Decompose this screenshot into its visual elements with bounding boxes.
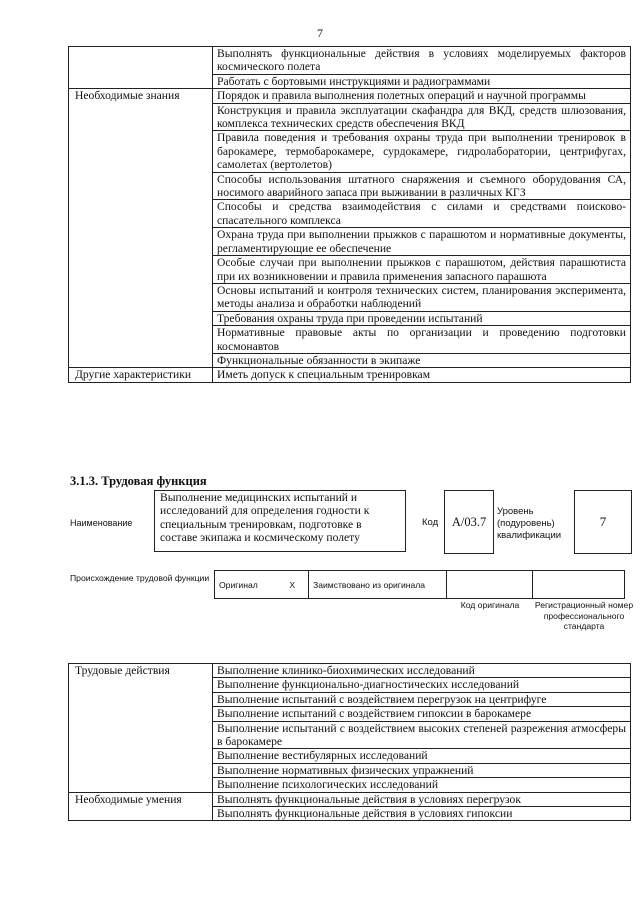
row-label: Необходимые умения <box>69 792 213 821</box>
requirements-table-1 <box>68 46 631 383</box>
table-cell: Требования охраны труда при проведении испытаний <box>213 311 631 325</box>
function-name-box: Выполнение медицинских испытаний и исследований для определения годности к специальным тренировкам, подготовке в составе экипажа и космическому полету <box>154 490 406 552</box>
table-cell: Выполнение вестибулярных исследований <box>213 749 631 763</box>
origin-original: Оригинал <box>215 571 277 599</box>
origin-table <box>214 570 625 599</box>
origin-code-cell <box>447 571 533 599</box>
table-row <box>69 89 631 103</box>
level-label: Уровень (подуровень) квалификации <box>497 506 562 541</box>
table-cell: Выполнение испытаний с воздействием высоких степеней разрежения атмосферы в барокамере <box>213 721 631 749</box>
row-label: Необходимые знания <box>69 89 213 368</box>
name-label: Наименование <box>70 518 133 528</box>
origin-reg-cell <box>533 571 625 599</box>
table-cell: Выполнение психологических исследований <box>213 778 631 792</box>
table-cell: Выполнение нормативных физических упражнений <box>213 763 631 777</box>
level-box: 7 <box>574 490 632 554</box>
table-cell: Выполнять функциональные действия в условиях перегрузок <box>213 792 631 806</box>
table-cell: Конструкция и правила эксплуатации скафандра для ВКД, средств шлюзования, комплекса технических средств обеспечения ВКД <box>213 103 631 131</box>
table-row <box>69 792 631 806</box>
table-cell: Выполнение функционально-диагностических исследований <box>213 678 631 692</box>
row-label <box>69 47 213 89</box>
origin-borrowed: Заимствовано из оригинала <box>309 571 447 599</box>
table-cell: Способы и средства взаимодействия с силами и средствами поисково-спасательного комплекса <box>213 200 631 228</box>
table-cell: Нормативные правовые акты по организации и проведению подготовки космонавтов <box>213 326 631 354</box>
table-cell: Особые случаи при выполнении прыжков с парашютом, действия парашютиста при их возникновении и правила применения запасного парашюта <box>213 256 631 284</box>
table-cell: Выполнять функциональные действия в условиях моделируемых факторов космического полета <box>213 47 631 75</box>
code-box: А/03.7 <box>444 490 494 554</box>
page-number: 7 <box>317 26 323 40</box>
reg-number-label: Регистрационный номер профессионального стандарта <box>534 600 634 631</box>
table-cell: Выполнение клинико-биохимических исследований <box>213 664 631 678</box>
table-row <box>69 47 631 75</box>
section-title: 3.1.3. Трудовая функция <box>70 474 207 488</box>
table-cell: Выполнять функциональные действия в условиях гипоксии <box>213 807 631 821</box>
table-cell: Работать с бортовыми инструкциями и радиограммами <box>213 74 631 88</box>
origin-mark: X <box>277 571 309 599</box>
table-cell: Иметь допуск к специальным тренировкам <box>213 368 631 382</box>
table-row <box>69 368 631 382</box>
table-cell: Основы испытаний и контроля технических систем, планирования эксперимента, методы анализа и обработки наблюдений <box>213 283 631 311</box>
table-cell: Способы использования штатного снаряжения и съемного оборудования СА, носимого аварийного запаса при выживании в различных КГЗ <box>213 172 631 200</box>
row-label: Трудовые действия <box>69 664 213 793</box>
table-cell: Выполнение испытаний с воздействием гипоксии в барокамере <box>213 707 631 721</box>
table-row <box>69 664 631 678</box>
table-cell: Охрана труда при выполнении прыжков с парашютом и нормативные документы, регламентирующие ее обеспечение <box>213 228 631 256</box>
table-cell: Правила поведения и требования охраны труда при выполнении тренировок в барокамере, термобарокамере, сурдокамере, гидролаборатории, центрифугах, самолетах (вертолетов) <box>213 131 631 172</box>
table-cell: Порядок и правила выполнения полетных операций и научной программы <box>213 89 631 103</box>
table-cell: Функциональные обязанности в экипаже <box>213 353 631 367</box>
table-cell: Выполнение испытаний с воздействием перегрузок на центрифуге <box>213 692 631 706</box>
row-label: Другие характеристики <box>69 368 213 382</box>
origin-label: Происхождение трудовой функции <box>70 573 210 583</box>
code-original-label: Код оригинала <box>460 600 520 610</box>
requirements-table-2 <box>68 663 631 821</box>
code-label: Код <box>422 517 439 528</box>
